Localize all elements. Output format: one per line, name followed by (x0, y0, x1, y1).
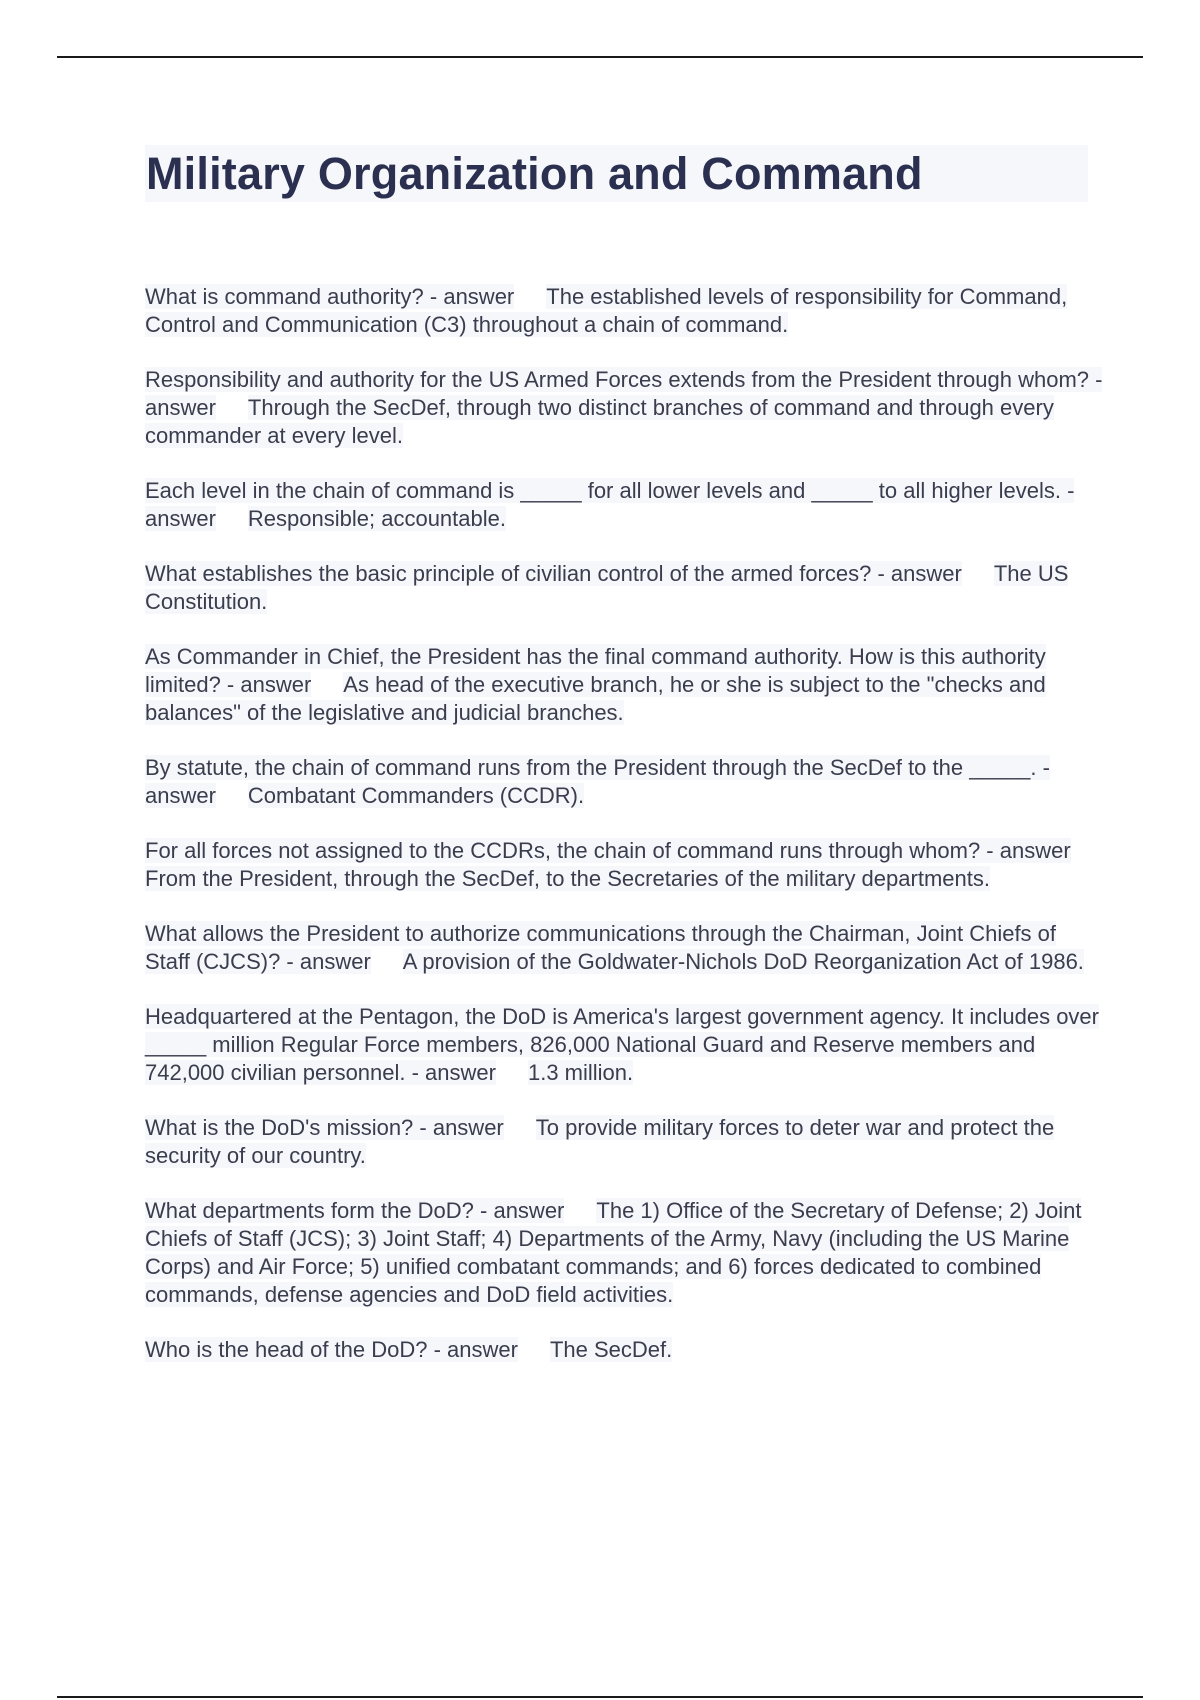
qa-item (145, 643, 1105, 727)
question-text: What establishes the basic principle of civilian control of the armed forces? - answer (145, 561, 962, 586)
qa-list (145, 283, 1105, 1391)
qa-item (145, 1197, 1105, 1309)
question-text: Each level in the chain of command is _____ for all lower levels and _____ to all higher levels. - answer (145, 478, 1075, 531)
answer-text: Combatant Commanders (CCDR). (247, 783, 585, 808)
question-text: For all forces not assigned to the CCDRs, the chain of command runs through whom? - answer (145, 838, 1071, 863)
header-rule (57, 56, 1143, 58)
qa-item (145, 477, 1105, 533)
answer-text: Through the SecDef, through two distinct branches of command and through every commander at every level. (145, 395, 1054, 448)
answer-text: The established levels of responsibility for Command, Control and Communication (C3) throughout a chain of command. (145, 284, 1068, 337)
answer-text: The SecDef. (549, 1337, 673, 1362)
qa-item (145, 837, 1105, 893)
answer-text: 1.3 million. (527, 1060, 634, 1085)
qa-item (145, 1114, 1105, 1170)
footer-rule (57, 1696, 1143, 1698)
answer-text: The 1) Office of the Secretary of Defense; 2) Joint Chiefs of Staff (JCS); 3) Joint Staff; 4) Departments of the Army, Navy (including the US Marine Corps) and Air Force; 5) unified combatant commands; and 6) forces dedicated to combined commands, defense agencies and DoD field activities. (145, 1198, 1082, 1307)
question-text: By statute, the chain of command runs from the President through the SecDef to the _____. - answer (145, 755, 1050, 808)
answer-text: To provide military forces to deter war and protect the security of our country. (145, 1115, 1055, 1168)
question-text: What departments form the DoD? - answer (145, 1198, 565, 1223)
question-text: What allows the President to authorize communications through the Chairman, Joint Chiefs of Staff (CJCS)? - answer (145, 921, 1057, 974)
title-block (145, 145, 1088, 202)
qa-item (145, 560, 1105, 616)
qa-item (145, 366, 1105, 450)
question-text: What is the DoD's mission? - answer (145, 1115, 504, 1140)
question-text: As Commander in Chief, the President has the final command authority. How is this authority limited? - answer (145, 644, 1046, 697)
answer-text: A provision of the Goldwater-Nichols DoD Reorganization Act of 1986. (402, 949, 1084, 974)
question-text: Headquartered at the Pentagon, the DoD is America's largest government agency. It includes over _____ million Regular Force members, 826,000 National Guard and Reserve members and 742,000 civilian personnel. - answer (145, 1004, 1099, 1085)
qa-item (145, 1336, 1105, 1364)
qa-item (145, 283, 1105, 339)
answer-text: Responsible; accountable. (247, 506, 506, 531)
question-text: What is command authority? - answer (145, 284, 515, 309)
answer-text: As head of the executive branch, he or she is subject to the "checks and balances" of the legislative and judicial branches. (145, 672, 1046, 725)
question-text: Responsibility and authority for the US Armed Forces extends from the President through whom? - answer (145, 367, 1103, 420)
answer-text: The US Constitution. (145, 561, 1069, 614)
qa-item (145, 754, 1105, 810)
answer-text: From the President, through the SecDef, to the Secretaries of the military departments. (145, 866, 990, 891)
qa-item (145, 1003, 1105, 1087)
question-text: Who is the head of the DoD? - answer (145, 1337, 518, 1362)
page-title: Military Organization and Command (146, 148, 923, 199)
qa-item (145, 920, 1105, 976)
